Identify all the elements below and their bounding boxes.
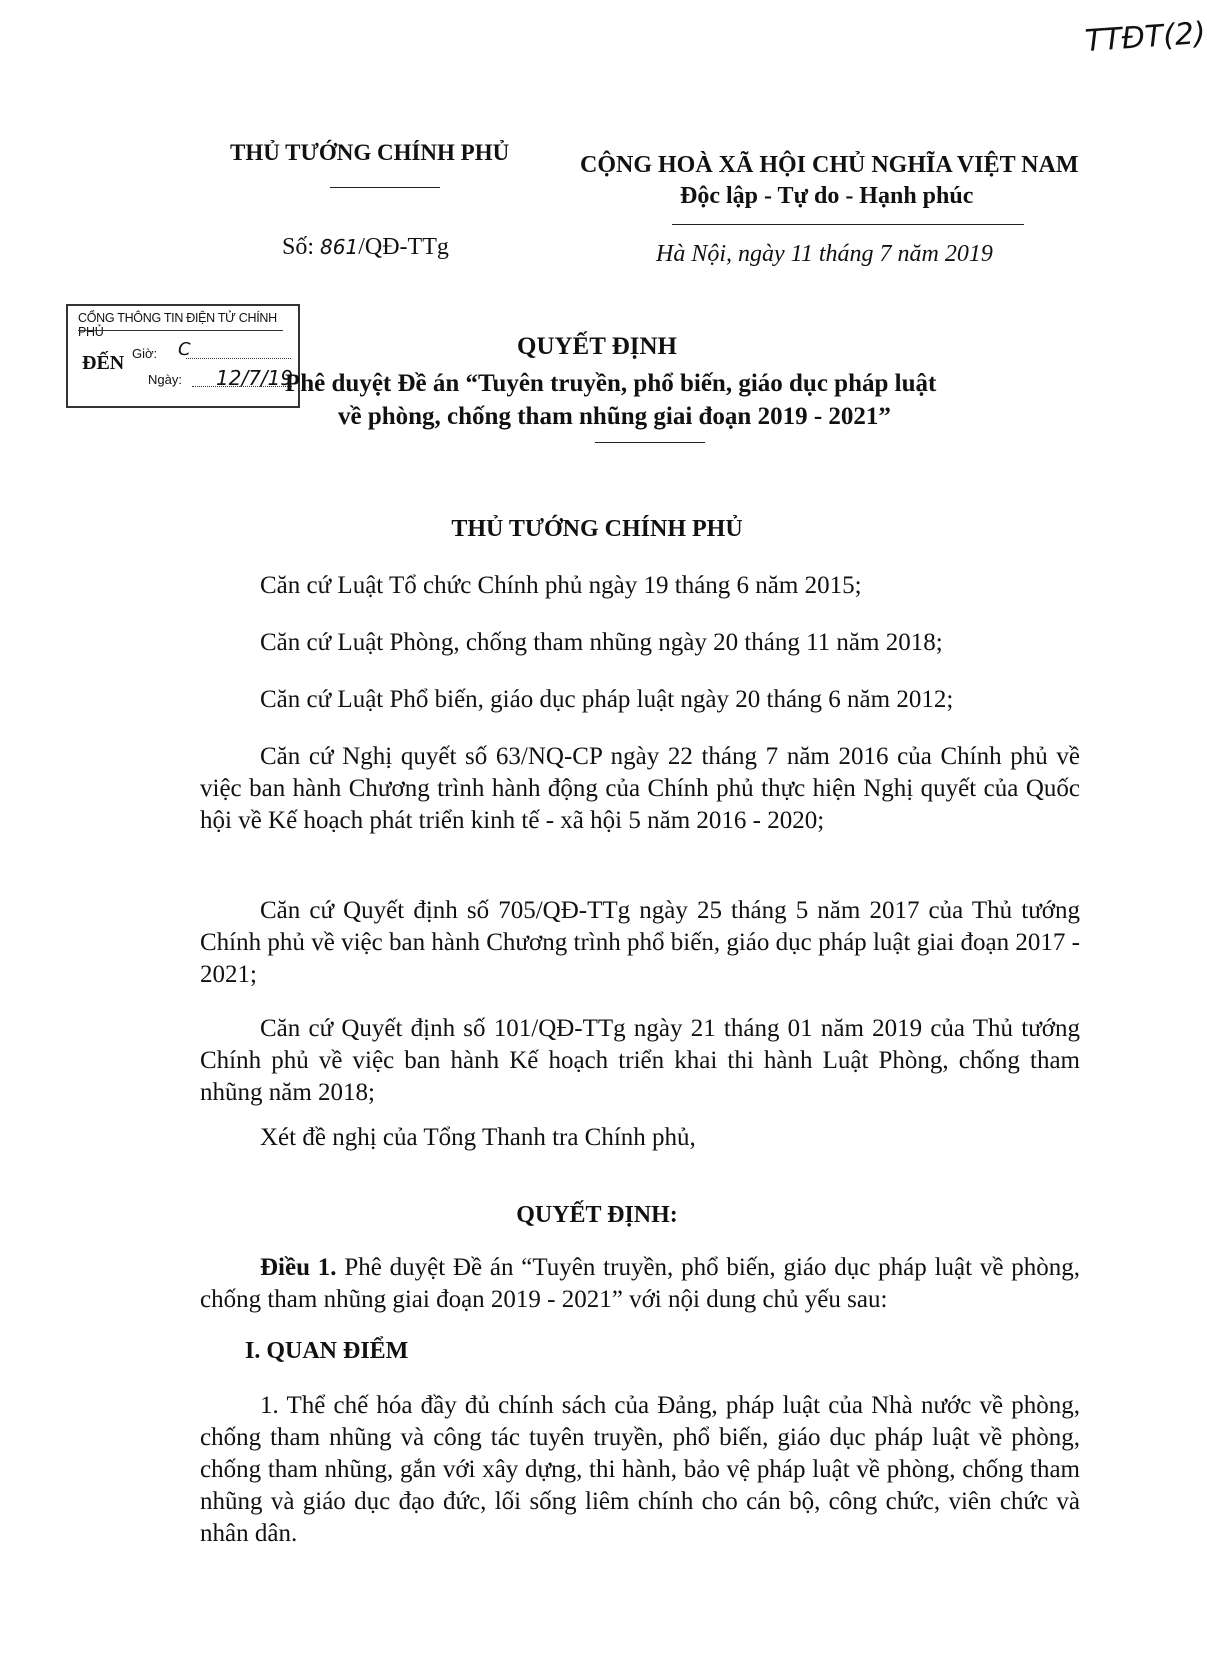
title-underline bbox=[595, 442, 705, 443]
stamp-time-label: Giờ: bbox=[132, 346, 158, 361]
point-1-paragraph: 1. Thể chế hóa đầy đủ chính sách của Đảng, pháp luật của Nhà nước về phòng, chống tham nhũng và công tác tuyên truyền, phổ biến, giáo dục pháp luật về phòng, chống tham nhũng, gắn với xây dựng, thi hành, bảo vệ pháp luật về phòng, chống tham nhũng và giáo dục đạo đức, lối sống liêm chính cho cán bộ, công chức, viên chức và nhân dân. bbox=[200, 1392, 1080, 1547]
legal-basis-paragraph: Căn cứ Luật Phổ biến, giáo dục pháp luật ngày 20 tháng 6 năm 2012; bbox=[260, 686, 954, 713]
article-1-label: Điều 1. bbox=[260, 1254, 337, 1281]
article-1-paragraph bbox=[200, 1252, 1080, 1316]
section-heading: I. QUAN ĐIỂM bbox=[245, 1338, 409, 1364]
doc-no-suffix: /QĐ-TTg bbox=[358, 234, 449, 260]
document-number bbox=[282, 234, 449, 261]
stamp-time-value: C bbox=[178, 339, 191, 360]
stamp-divider bbox=[78, 330, 283, 331]
place-and-date: Hà Nội, ngày 11 tháng 7 năm 2019 bbox=[656, 241, 993, 267]
document-subtitle-line1: Phê duyệt Đề án “Tuyên truyền, phổ biến, giáo dục pháp luật bbox=[285, 370, 937, 397]
legal-basis-paragraph: Căn cứ Luật Phòng, chống tham nhũng ngày 20 tháng 11 năm 2018; bbox=[260, 629, 943, 656]
legal-basis-paragraph: Căn cứ Quyết định số 101/QĐ-TTg ngày 21 tháng 01 năm 2019 của Thủ tướng Chính phủ về việc ban hành Kế hoạch triển khai thi hành Luật Phòng, chống tham nhũng năm 2018; bbox=[200, 1015, 1080, 1106]
legal-basis-paragraph: Căn cứ Nghị quyết số 63/NQ-CP ngày 22 tháng 7 năm 2016 của Chính phủ về việc ban hành Chương trình hành động của Chính phủ thực hiện Nghị quyết của Quốc hội về Kế hoạch phát triển kinh tế - xã hội 5 năm 2016 - 2020; bbox=[200, 743, 1080, 834]
handwritten-corner-note: TTĐT(2) bbox=[1083, 15, 1207, 60]
proposal-paragraph: Xét đề nghị của Tổng Thanh tra Chính phủ, bbox=[260, 1124, 696, 1151]
issuing-agency: THỦ TƯỚNG CHÍNH PHỦ bbox=[230, 140, 510, 165]
national-motto: Độc lập - Tự do - Hạnh phúc bbox=[680, 183, 974, 209]
doc-no-label: Số: bbox=[282, 234, 315, 260]
stamp-date-label: Ngày: bbox=[148, 372, 182, 387]
legal-basis-paragraph: Căn cứ Luật Tổ chức Chính phủ ngày 19 tháng 6 năm 2015; bbox=[260, 572, 862, 599]
stamp-dotted-line bbox=[192, 386, 292, 387]
motto-underline bbox=[672, 224, 1024, 225]
stamp-header: CỔNG THÔNG TIN ĐIỆN TỬ CHÍNH PHỦ bbox=[78, 311, 277, 339]
article-1-text: Phê duyệt Đề án “Tuyên truyền, phổ biến, giáo dục pháp luật về phòng, chống tham nhũng giai đoạn 2019 - 2021” với nội dung chủ yếu sau: bbox=[200, 1254, 1080, 1313]
doc-no-handwritten: 861 bbox=[320, 235, 359, 259]
national-title: CỘNG HOÀ XÃ HỘI CHỦ NGHĨA VIỆT NAM bbox=[580, 152, 1079, 178]
issuer-heading: THỦ TƯỚNG CHÍNH PHỦ bbox=[451, 516, 743, 542]
legal-basis-paragraph: Căn cứ Quyết định số 705/QĐ-TTg ngày 25 tháng 5 năm 2017 của Thủ tướng Chính phủ về việc ban hành Chương trình phổ biến, giáo dục pháp luật giai đoạn 2017 - 2021; bbox=[200, 897, 1080, 988]
decision-heading: QUYẾT ĐỊNH: bbox=[516, 1202, 678, 1228]
document-subtitle-line2: về phòng, chống tham nhũng giai đoạn 2019 - 2021” bbox=[338, 403, 891, 430]
stamp-den: ĐẾN bbox=[82, 352, 125, 374]
agency-underline bbox=[330, 187, 440, 188]
document-title: QUYẾT ĐỊNH bbox=[517, 333, 677, 360]
stamp-date-value: 12/7/19 bbox=[216, 366, 294, 390]
